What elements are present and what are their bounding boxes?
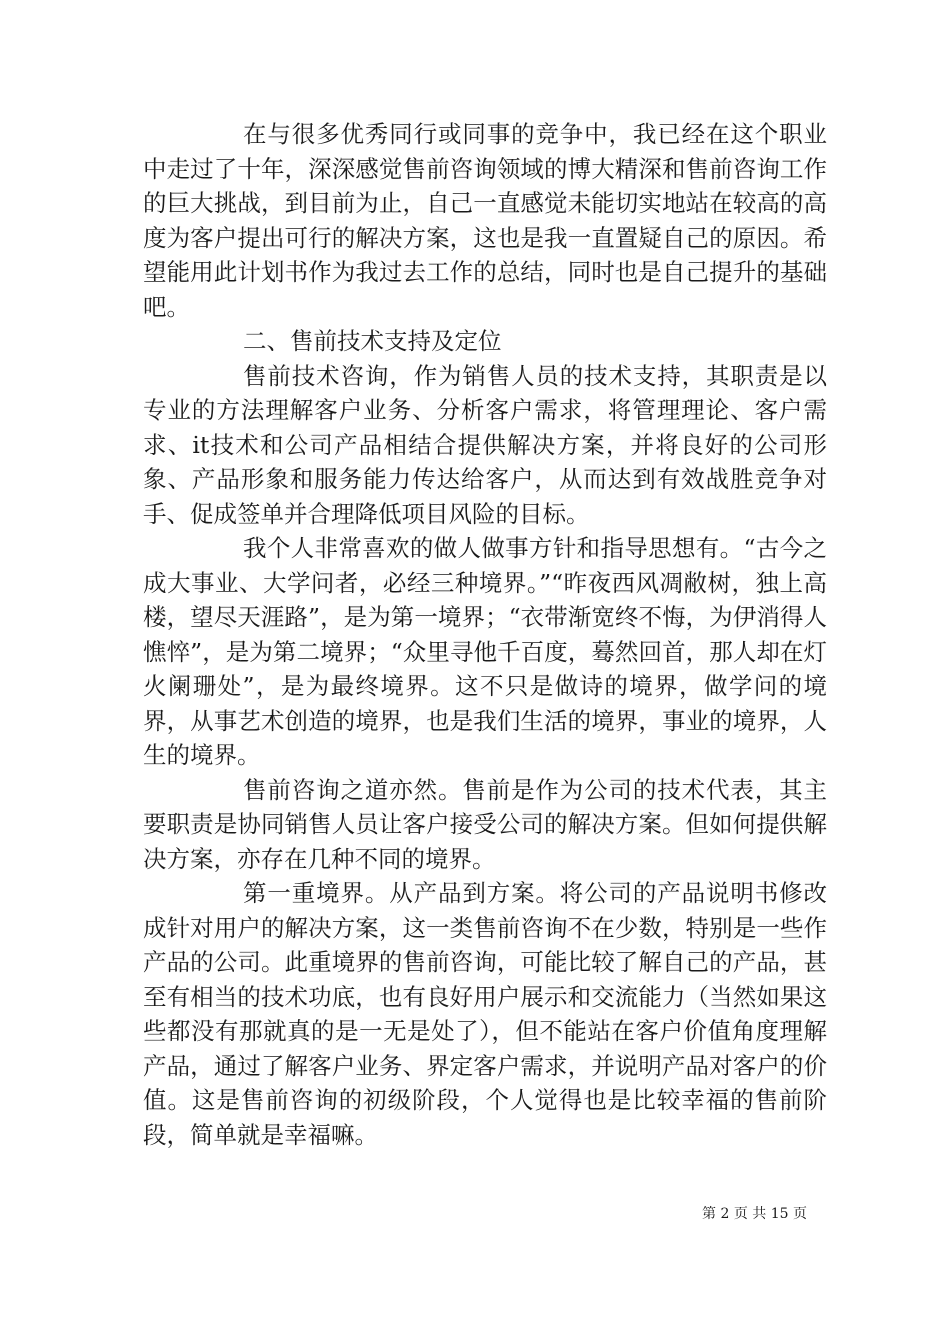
paragraph-intro: 在与很多优秀同行或同事的竞争中，我已经在这个职业中走过了十年，深深感觉售前咨询领域的博大精深和售前咨询工作的巨大挑战，到目前为止，自己一直感觉未能切实地站在较高的高度为客户提出可行的解决方案，这也是我一直置疑自己的原因。希望能用此计划书作为我过去工作的总结，同时也是自己提升的基础吧。 bbox=[143, 120, 827, 321]
paragraph-presales-definition: 售前技术咨询，作为销售人员的技术支持，其职责是以专业的方法理解客户业务、分析客户需求，将管理理论、客户需求、it技术和公司产品相结合提供解决方案，并将良好的公司形象、产品形象和服务能力传达给客户，从而达到有效战胜竞争对手、促成签单并合理降低项目风险的目标。 bbox=[143, 361, 827, 528]
document-body bbox=[143, 117, 827, 1152]
paragraph-presales-way: 售前咨询之道亦然。售前是作为公司的技术代表，其主要职责是协同销售人员让客户接受公司的解决方案。但如何提供解决方案，亦存在几种不同的境界。 bbox=[143, 775, 827, 873]
paragraph-first-realm: 第一重境界。从产品到方案。将公司的产品说明书修改成针对用户的解决方案，这一类售前咨询不在少数，特别是一些作产品的公司。此重境界的售前咨询，可能比较了解自己的产品，甚至有相当的技术功底，也有良好用户展示和交流能力（当然如果这些都没有那就真的是一无是处了），但不能站在客户价值角度理解产品，通过了解客户业务、界定客户需求，并说明产品对客户的价值。这是售前咨询的初级阶段，个人觉得也是比较幸福的售前阶段，简单就是幸福嘛。 bbox=[143, 879, 827, 1149]
paragraph-three-realms: 我个人非常喜欢的做人做事方针和指导思想有。“古今之成大事业、大学问者，必经三种境界。”“昨夜西风凋敝树，独上高楼，望尽天涯路”，是为第一境界；“衣带渐宽终不悔，为伊消得人憔悴”，是为第二境界；“众里寻他千百度，蓦然回首，那人却在灯火阑珊处”，是为最终境界。这不只是做诗的境界，做学问的境界，从事艺术创造的境界，也是我们生活的境界，事业的境界，人生的境界。 bbox=[143, 534, 827, 769]
section-heading: 二、售前技术支持及定位 bbox=[243, 327, 502, 355]
page-number-footer: 第 2 页 共 15 页 bbox=[702, 1206, 807, 1222]
